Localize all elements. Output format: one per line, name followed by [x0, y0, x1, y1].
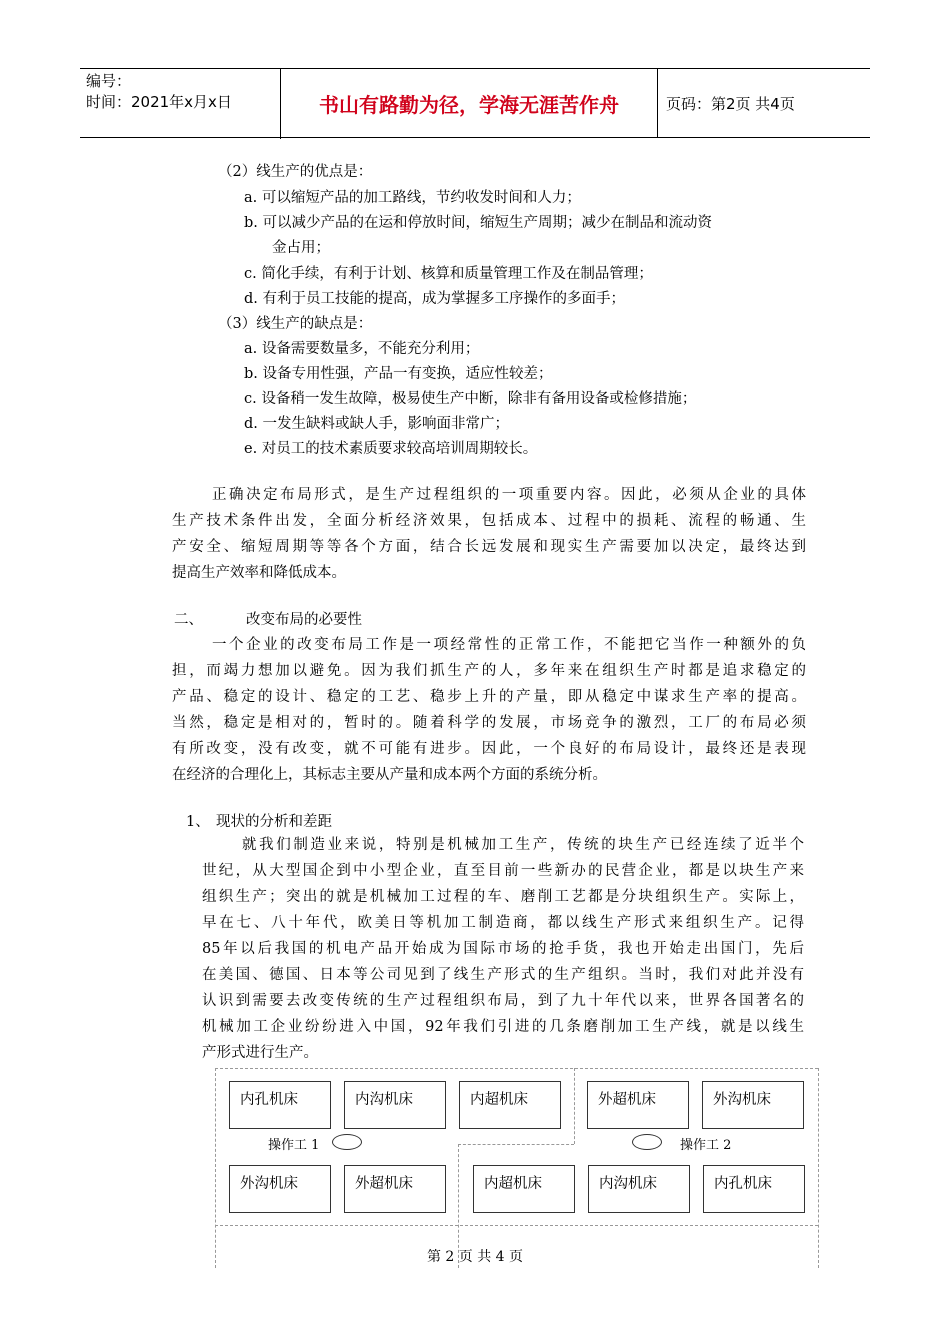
machine-box: 外超机床: [587, 1081, 689, 1129]
page-header: [80, 68, 870, 138]
operator-icon: [332, 1134, 362, 1150]
paragraph-line: 一个企业的改变布局工作是一项经常性的正常工作，不能把它当作一种额外的负: [212, 637, 806, 653]
number-label: 编号：: [86, 72, 132, 90]
header-meta: [80, 69, 281, 139]
motto: 书山有路勤为径，学海无涯苦作舟: [281, 69, 658, 137]
paragraph-line: 产形式进行生产。: [202, 1045, 318, 1061]
machine-box: 内沟机床: [588, 1165, 690, 1213]
diagram-cell-divider: [458, 1144, 574, 1145]
diagram-frame-right: [818, 1068, 819, 1268]
list-item: c. 设备稍一发生故障，极易使生产中断，除非有备用设备或检修措施；: [244, 391, 697, 407]
diagram-divider: [215, 1225, 818, 1226]
paragraph-line: 机械加工企业纷纷进入中国，92年我们引进的几条磨削加工生产线，就是以线生: [202, 1019, 804, 1035]
paragraph-line: 有所改变，没有改变，就不可能有进步。因此，一个良好的布局设计，最终还是表现: [172, 741, 806, 757]
paragraph-line: 组织生产；突出的就是机械加工过程的车、磨削工艺都是分块组织生产。实际上，: [202, 889, 804, 905]
list-item: e. 对员工的技术素质要求较高培训周期较长。: [244, 441, 538, 457]
diagram-frame-top: [215, 1068, 818, 1069]
paragraph-necessity: [172, 632, 806, 788]
machine-box: 内孔机床: [229, 1081, 331, 1129]
paragraph-line: 认识到需要去改变传统的生产过程组织布局，到了九十年代以来，世界各国著名的: [202, 993, 804, 1009]
paragraph-line: 当然，稳定是相对的，暂时的。随着科学的发展，市场竞争的激烈，工厂的布局必须: [172, 715, 806, 731]
list-item-continued: 金占用；: [272, 240, 330, 256]
paragraph-layout-decision: [172, 482, 806, 586]
list-item: d. 有利于员工技能的提高，成为掌握多工序操作的多面手；: [244, 291, 625, 307]
operator-label: 操作工 1: [268, 1138, 320, 1153]
list-heading-advantages: （2）线生产的优点是：: [218, 164, 373, 180]
paragraph-line: 85年以后我国的机电产品开始成为国际市场的抢手货，我也开始走出国门，先后: [202, 941, 804, 957]
list-item: d. 一发生缺料或缺人手，影响面非常广；: [244, 416, 509, 432]
date-label: 时间：2021年x月x日: [86, 93, 232, 111]
paragraph-line: 担，而竭力想加以避免。因为我们抓生产的人，多年来在组织生产时都是追求稳定的: [172, 663, 806, 679]
operator-icon: [632, 1134, 662, 1150]
machine-box: 外沟机床: [229, 1165, 331, 1213]
machine-box: 外沟机床: [702, 1081, 804, 1129]
section-title: 改变布局的必要性: [246, 612, 362, 628]
paragraph-line: 正确决定布局形式，是生产过程组织的一项重要内容。因此，必须从企业的具体: [212, 487, 806, 503]
paragraph-line: 就我们制造业来说，特别是机械加工生产，传统的块生产已经连续了近半个: [242, 837, 804, 853]
list-heading-disadvantages: （3）线生产的缺点是：: [218, 316, 373, 332]
paragraph-line: 生产技术条件出发，全面分析经济效果，包括成本、过程中的损耗、流程的畅通、生: [172, 513, 806, 529]
machine-box: 内超机床: [459, 1081, 561, 1129]
diagram-frame-left: [215, 1068, 216, 1268]
machine-box: 外超机床: [344, 1165, 446, 1213]
page-label: 页码：第2页 共4页: [666, 94, 795, 113]
paragraph-line: 在经济的合理化上，其标志主要从产量和成本两个方面的系统分析。: [172, 767, 607, 783]
list-item: a. 可以缩短产品的加工路线，节约收发时间和人力；: [244, 190, 581, 206]
list-item: a. 设备需要数量多，不能充分利用；: [244, 341, 480, 357]
paragraph-line: 提高生产效率和降低成本。: [172, 565, 346, 581]
list-item: b. 设备专用性强，产品一有变换，适应性较差；: [244, 366, 553, 382]
list-item: b. 可以减少产品的在运和停放时间，缩短生产周期；减少在制品和流动资: [244, 215, 712, 231]
paragraph-status-analysis: [202, 832, 804, 1066]
paragraph-line: 产品、稳定的设计、稳定的工艺、稳步上升的产量，即从稳定中谋求生产率的提高。: [172, 689, 806, 705]
paragraph-line: 产安全、缩短周期等等各个方面，结合长远发展和现实生产需要加以决定，最终达到: [172, 539, 806, 555]
subsection-number: 1、: [186, 814, 210, 830]
operator-label: 操作工 2: [680, 1138, 732, 1153]
section-number: 二、: [174, 612, 203, 628]
machine-box: 内孔机床: [703, 1165, 805, 1213]
machine-box: 内超机床: [473, 1165, 575, 1213]
machine-box: 内沟机床: [344, 1081, 446, 1129]
diagram-cell-divider: [574, 1068, 575, 1144]
list-item: c. 简化手续，有利于计划、核算和质量管理工作及在制品管理；: [244, 266, 653, 282]
paragraph-line: 早在七、八十年代，欧美日等机加工制造商，都以线生产形式来组织生产。记得: [202, 915, 804, 931]
page-footer: 第 2 页 共 4 页: [426, 1249, 524, 1265]
subsection-title: 现状的分析和差距: [216, 814, 332, 830]
paragraph-line: 世纪，从大型国企到中小型企业，直至目前一些新办的民营企业，都是以块生产来: [202, 863, 804, 879]
paragraph-line: 在美国、德国、日本等公司见到了线生产形式的生产组织。当时，我们对此并没有: [202, 967, 804, 983]
